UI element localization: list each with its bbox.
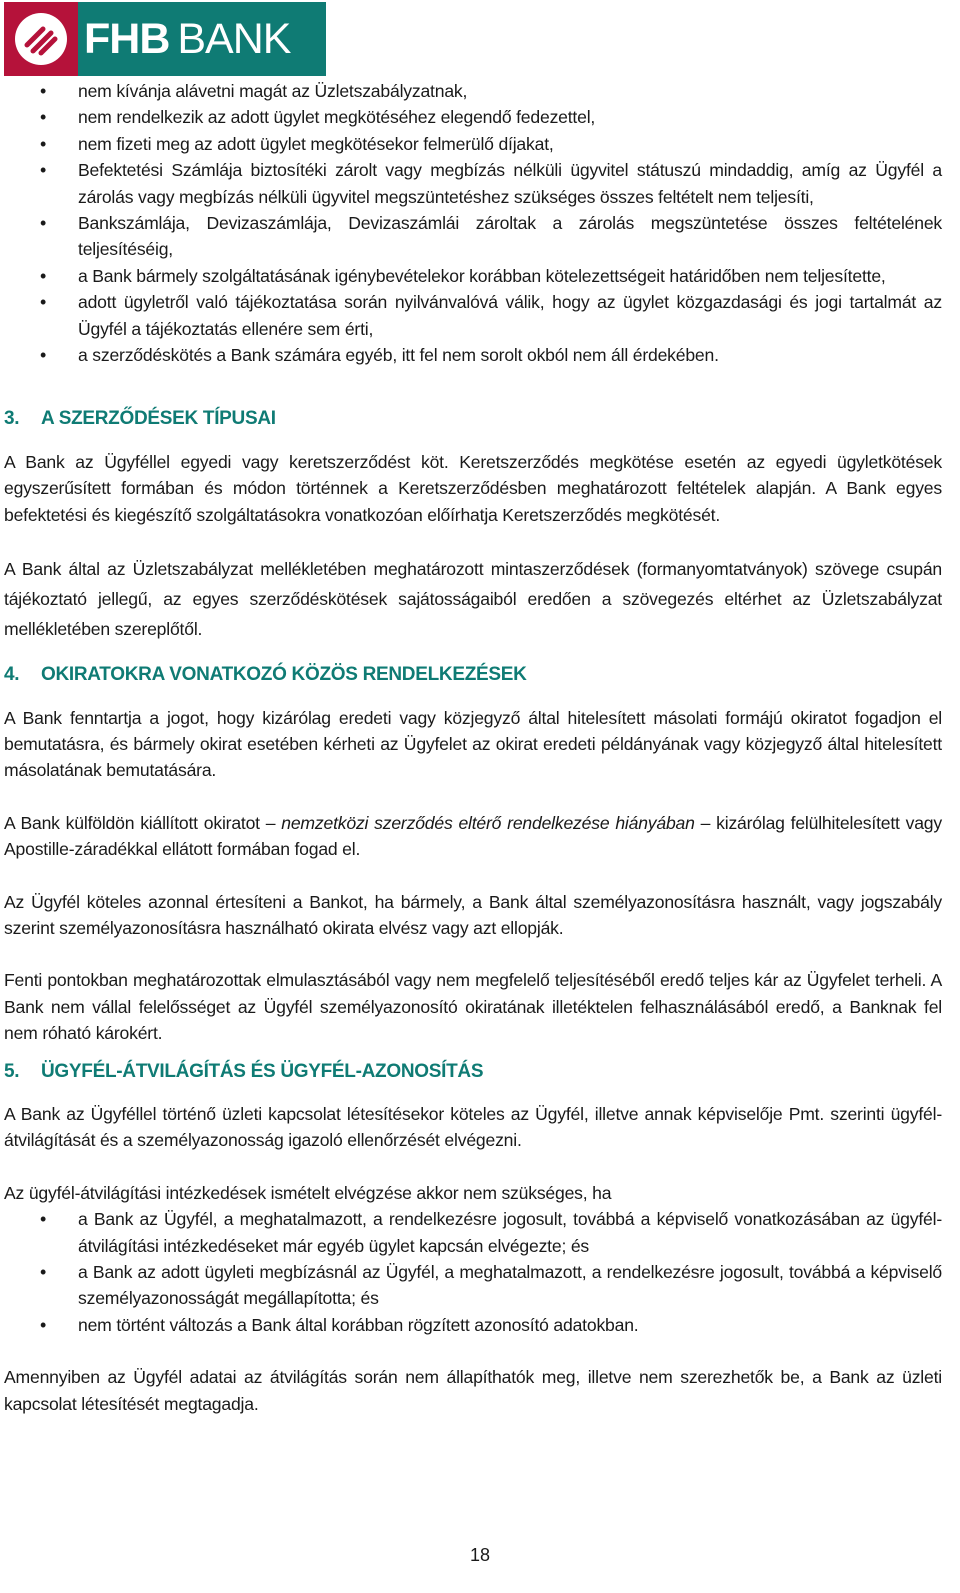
logo-bold-text: FHB bbox=[84, 14, 170, 63]
section-title: ÜGYFÉL-ÁTVILÁGÍTÁS ÉS ÜGYFÉL-AZONOSÍTÁS bbox=[41, 1060, 484, 1082]
section-title: OKIRATOKRA VONATKOZÓ KÖZÖS RENDELKEZÉSEK bbox=[41, 664, 527, 686]
list-item: • Bankszámlája, Devizaszámlája, Devizaszámlái zároltak a zárolás megszüntetése összes feltételének teljesítéséig, bbox=[4, 210, 942, 263]
section-number: 5. bbox=[4, 1060, 20, 1082]
page-number: 18 bbox=[469, 1545, 491, 1565]
paragraph-text: – kizárólag felülhitelesített vagy Apostille-záradékkal ellátott formában fogad el. bbox=[4, 812, 942, 860]
list-item: • a Bank az Ügyfél, a meghatalmazott, a rendelkezésre jogosult, továbbá a képviselő vonatkozásában az ügyfél-átvilágítási intézkedéseket már egyéb ügylet kapcsán elvégezte; és bbox=[4, 1206, 942, 1259]
section-3-heading bbox=[4, 406, 942, 432]
refusal-reasons-list bbox=[4, 78, 942, 368]
exemption-conditions-list bbox=[4, 1206, 942, 1338]
section-5-paragraph-3: Amennyiben az Ügyfél adatai az átvilágítás során nem állapíthatók meg, illetve nem szerezhetők be, a Bank az üzleti kapcsolat létesítését megtagadja. bbox=[4, 1367, 942, 1414]
document-body bbox=[4, 78, 942, 1417]
list-item: • nem történt változás a Bank által korábban rögzített azonosító adatokban. bbox=[4, 1312, 942, 1338]
fhb-bank-logo bbox=[4, 2, 326, 76]
section-3-paragraph-1: A Bank az Ügyféllel egyedi vagy keretszerződést köt. Keretszerződés megkötése esetén az egyedi ügyletkötések egyszerűsített formában és módon történnek a Keretszerződésben meghatározott feltételek alapján. A Bank egyes befektetési és kiegészítő szolgáltatásokra vonatkozóan előírhatja Keretszerződés megkötését. bbox=[4, 451, 942, 525]
list-item: • a Bank bármely szolgáltatásának igénybevételekor korábban kötelezettségeit határidőben nem teljesítette, bbox=[4, 263, 942, 289]
section-3-paragraph-2: A Bank által az Üzletszabályzat mellékletében meghatározott mintaszerződések (formanyomtatványok) szövege csupán tájékoztató jellegű, az egyes szerződéskötések sajátosságaiból eredően a szövegezés eltérhet az Üzletszabályzat mellékletében szereplőtől. bbox=[4, 559, 942, 640]
section-5-heading bbox=[4, 1059, 942, 1085]
section-4-paragraph-3: Az Ügyfél köteles azonnal értesíteni a Bankot, ha bármely, a Bank által személyazonosításra használt, vagy jogszabály szerint személyazonosításra használható okirata elvész vagy azt ellopják. bbox=[4, 891, 942, 938]
list-item: • nem kívánja alávetni magát az Üzletszabályzatnak, bbox=[4, 78, 942, 104]
list-item: • nem rendelkezik az adott ügylet megkötéséhez elegendő fedezettel, bbox=[4, 104, 942, 130]
list-item: • a szerződéskötés a Bank számára egyéb, itt fel nem sorolt okból nem áll érdekében. bbox=[4, 342, 942, 368]
list-item: • adott ügyletről való tájékoztatása során nyilvánvalóvá válik, hogy az ügylet közgazdasági és jogi tartalmát az Ügyfél a tájékoztatás ellenére sem érti, bbox=[4, 289, 942, 342]
logo-wordmark bbox=[78, 2, 326, 76]
list-item: • Befektetési Számlája biztosítéki zárolt vagy megbízás nélküli ügyvitel státuszú mindaddig, amíg az Ügyfél a zárolás vagy megbízás nélküli ügyvitel megszüntetéshez szükséges összes feltételt nem teljesíti, bbox=[4, 157, 942, 210]
list-item: • a Bank az adott ügyleti megbízásnál az Ügyfél, a meghatalmazott, a rendelkezésre jogosult, továbbá a képviselő személyazonosságát megállapította; és bbox=[4, 1259, 942, 1312]
section-4-heading bbox=[4, 662, 942, 688]
paragraph-text: A Bank külföldön kiállított okiratot – bbox=[4, 812, 282, 833]
section-title: A SZERZŐDÉSEK TÍPUSAI bbox=[41, 408, 276, 430]
section-4-paragraph-1: A Bank fenntartja a jogot, hogy kizárólag eredeti vagy közjegyző által hitelesített másolati formájú okiratot fogadjon el bemutatásra, és bármely okirat esetében kérheti az Ügyfelet az okirat eredeti példányának vagy közjegyző által hitelesített másolatának bemutatására. bbox=[4, 707, 942, 781]
logo-light-text: BANK bbox=[177, 14, 291, 63]
section-5-paragraph-2: Az ügyfél-átvilágítási intézkedések ismételt elvégzése akkor nem szükséges, ha bbox=[4, 1182, 612, 1203]
section-number: 4. bbox=[4, 664, 20, 686]
section-number: 3. bbox=[4, 408, 20, 430]
paragraph-italic-text: nemzetközi szerződés eltérő rendelkezése hiányában bbox=[281, 812, 695, 833]
logo-mark-icon bbox=[4, 2, 78, 76]
section-5-paragraph-1: A Bank az Ügyféllel történő üzleti kapcsolat létesítésekor köteles az Ügyfél, illetve annak képviselője Pmt. szerinti ügyfél-átvilágítását és a személyazonosság igazoló ellenőrzését elvégezni. bbox=[4, 1103, 942, 1151]
section-4-paragraph-2 bbox=[4, 810, 942, 863]
section-4-paragraph-4: Fenti pontokban meghatározottak elmulasztásából vagy nem megfelelő teljesítéséből eredő teljes kár az Ügyfelet terheli. A Bank nem vállal felelősséget az Ügyfél személyazonosító okiratának illetéktelen felhasználásából eredő, a Banknak fel nem róható károkért. bbox=[4, 970, 942, 1044]
list-item: • nem fizeti meg az adott ügylet megkötésekor felmerülő díjakat, bbox=[4, 131, 942, 157]
